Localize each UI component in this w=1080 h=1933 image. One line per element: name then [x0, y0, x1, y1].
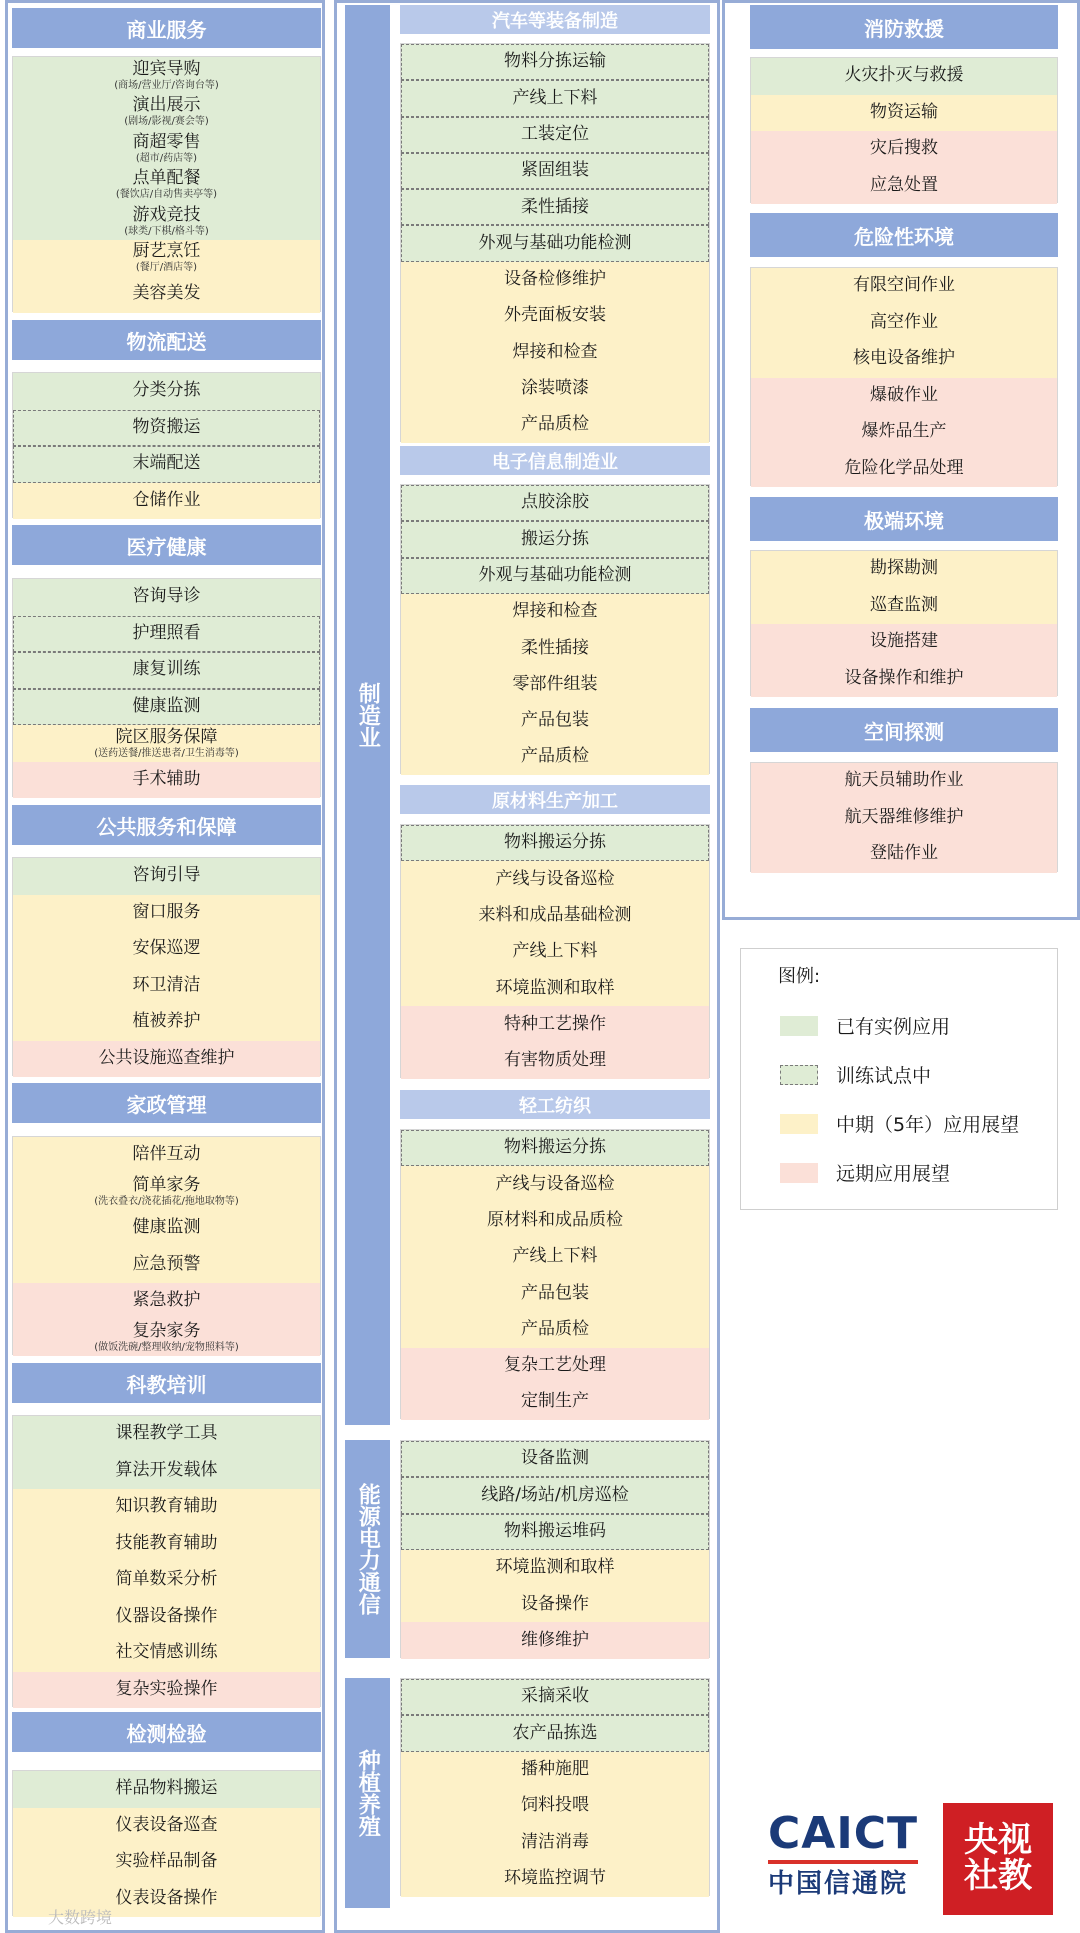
item-group	[400, 43, 710, 442]
item-label: 危险化学品处理	[844, 457, 964, 478]
application-item	[13, 1599, 320, 1636]
item-label: 有害物质处理	[504, 1050, 606, 1071]
application-item	[401, 1514, 709, 1550]
industry-label: 能源电力通信	[345, 1440, 390, 1658]
item-group	[400, 824, 710, 1078]
item-label: 应急处置	[870, 174, 938, 195]
application-item	[401, 1275, 709, 1311]
application-item	[401, 666, 709, 702]
item-label: 物料分拣运输	[504, 51, 606, 72]
application-item	[751, 588, 1057, 625]
section-header: 科教培训	[12, 1363, 321, 1403]
application-item	[401, 934, 709, 970]
application-item	[401, 1788, 709, 1824]
item-label: 设施搭建	[870, 631, 938, 652]
application-item	[13, 931, 320, 968]
application-item	[13, 652, 320, 689]
item-label: 外观与基础功能检测	[478, 232, 632, 253]
cctv-logo-text: 央视	[964, 1820, 1032, 1861]
item-group	[750, 762, 1058, 872]
application-item	[13, 858, 320, 895]
application-item	[751, 551, 1057, 588]
application-item	[13, 410, 320, 447]
item-label: 厨艺烹饪	[132, 241, 201, 262]
item-label: 简单数采分析	[115, 1569, 218, 1590]
item-label: 灾后搜救	[870, 138, 938, 159]
subsection-header: 电子信息制造业	[400, 446, 710, 475]
item-label: 产品包装	[521, 1282, 589, 1303]
application-item	[751, 624, 1057, 661]
item-label: 仪表设备操作	[115, 1887, 218, 1908]
application-item	[13, 483, 320, 520]
item-note: (商场/营业厅/咨询台等)	[114, 79, 219, 91]
caict-logo-en: CAICT	[768, 1808, 919, 1859]
application-item	[13, 1453, 320, 1490]
item-label: 爆炸品生产	[861, 421, 947, 442]
legend-label: 远期应用展望	[836, 1163, 951, 1185]
item-label: 外观与基础功能检测	[478, 564, 632, 585]
section-header: 空间探测	[750, 708, 1058, 752]
application-item	[13, 579, 320, 616]
item-label: 公共设施巡查维护	[98, 1047, 235, 1068]
application-item	[401, 1384, 709, 1420]
item-group	[750, 550, 1058, 696]
item-label: 焊接和检查	[512, 341, 598, 362]
application-item	[401, 189, 709, 225]
legend-item	[780, 1110, 1019, 1137]
application-item	[401, 1824, 709, 1860]
section-header: 家政管理	[12, 1083, 321, 1123]
item-label: 复杂实验操作	[115, 1678, 218, 1699]
application-item	[401, 1679, 709, 1715]
section-header: 检测检验	[12, 1712, 321, 1752]
item-group	[750, 267, 1058, 486]
item-label: 特种工艺操作	[504, 1013, 606, 1034]
application-item	[401, 1586, 709, 1622]
cctv-logo	[943, 1803, 1053, 1915]
item-label: 巡查监测	[870, 594, 938, 615]
item-label: 柔性插接	[521, 637, 589, 658]
item-label: 物资搬运	[132, 416, 201, 437]
item-label: 采摘采收	[521, 1686, 589, 1707]
application-item	[401, 970, 709, 1006]
application-item	[401, 1166, 709, 1202]
application-item	[401, 1752, 709, 1788]
item-label: 物料搬运堆码	[504, 1520, 606, 1541]
item-label: 末端配送	[132, 453, 201, 474]
item-note: (餐厅/酒店等)	[135, 262, 198, 274]
item-label: 分类分拣	[132, 380, 201, 401]
application-item	[13, 1635, 320, 1672]
item-label: 实验样品制备	[115, 1851, 218, 1872]
item-label: 样品物料搬运	[115, 1778, 218, 1799]
application-item	[401, 1203, 709, 1239]
item-label: 护理照看	[132, 622, 201, 643]
item-label: 设备操作	[521, 1593, 589, 1614]
section-header: 医疗健康	[12, 525, 321, 565]
item-label: 产线上下料	[512, 1246, 598, 1267]
item-label: 康复训练	[132, 659, 201, 680]
application-item	[751, 341, 1057, 378]
item-label: 算法开发载体	[115, 1459, 218, 1480]
section-header: 极端环境	[750, 497, 1058, 541]
section-header: 物流配送	[12, 320, 321, 360]
item-label: 陪伴互动	[132, 1144, 201, 1165]
item-label: 技能教育辅助	[115, 1532, 218, 1553]
application-item	[401, 1477, 709, 1513]
application-item	[751, 451, 1057, 488]
application-item	[401, 371, 709, 407]
application-item	[401, 1441, 709, 1477]
item-label: 复杂工艺处理	[504, 1355, 606, 1376]
item-group	[400, 1129, 710, 1419]
item-label: 演出展示	[132, 95, 201, 116]
item-label: 产线与设备巡检	[495, 1173, 615, 1194]
application-item	[401, 558, 709, 594]
item-label: 维修维护	[521, 1629, 589, 1650]
item-label: 核电设备维护	[853, 348, 955, 369]
item-label: 航天员辅助作业	[844, 770, 964, 791]
item-label: 爆破作业	[870, 384, 938, 405]
legend-label: 已有实例应用	[836, 1016, 951, 1038]
application-item	[13, 94, 320, 131]
item-label: 物料搬运分拣	[504, 832, 606, 853]
application-item	[13, 1004, 320, 1041]
application-item	[13, 1320, 320, 1357]
item-label: 产品质检	[521, 746, 589, 767]
caict-logo-bar	[768, 1860, 918, 1864]
item-label: 工装定位	[521, 123, 589, 144]
item-group	[12, 372, 321, 518]
item-label: 产线上下料	[512, 941, 598, 962]
item-label: 环境监测和取样	[495, 1557, 615, 1578]
item-label: 环境监测和取样	[495, 977, 615, 998]
item-label: 火灾扑灭与救援	[844, 65, 964, 86]
application-item	[401, 1239, 709, 1275]
item-label: 院区服务保障	[115, 726, 218, 747]
item-label: 美容美发	[132, 283, 201, 304]
section-header: 消防救援	[750, 5, 1058, 49]
application-item	[13, 203, 320, 240]
application-item	[13, 1808, 320, 1845]
item-group	[12, 1136, 321, 1355]
application-item	[13, 1562, 320, 1599]
application-item	[13, 167, 320, 204]
application-item	[13, 762, 320, 799]
application-item	[13, 1210, 320, 1247]
item-label: 来料和成品基础检测	[478, 904, 632, 925]
industry-label: 种植养殖	[345, 1678, 390, 1908]
item-label: 课程教学工具	[115, 1423, 218, 1444]
item-label: 游戏竞技	[132, 204, 201, 225]
application-item	[401, 630, 709, 666]
application-item	[13, 725, 320, 762]
application-item	[401, 898, 709, 934]
application-item	[401, 521, 709, 557]
section-header: 商业服务	[12, 8, 321, 48]
application-item	[401, 1130, 709, 1166]
item-label: 健康监测	[132, 695, 201, 716]
legend-label: 训练试点中	[836, 1065, 932, 1087]
application-item	[401, 739, 709, 775]
application-item	[751, 414, 1057, 451]
item-label: 柔性插接	[521, 196, 589, 217]
item-label: 搬运分拣	[521, 528, 589, 549]
item-label: 定制生产	[521, 1391, 589, 1412]
application-item	[401, 225, 709, 261]
application-item	[13, 1844, 320, 1881]
item-label: 复杂家务	[132, 1321, 201, 1342]
application-item	[401, 262, 709, 298]
application-item	[401, 298, 709, 334]
application-item	[401, 485, 709, 521]
application-item	[751, 58, 1057, 95]
subsection-header: 轻工纺织	[400, 1090, 710, 1119]
section-header: 危险性环境	[750, 213, 1058, 257]
item-label: 环境监控调节	[504, 1867, 606, 1888]
item-group	[400, 484, 710, 774]
application-item	[751, 268, 1057, 305]
item-label: 点单配餐	[132, 168, 201, 189]
item-note: (超市/药店等)	[135, 152, 198, 164]
item-label: 环卫清洁	[132, 974, 201, 995]
application-item	[13, 1174, 320, 1211]
item-group	[12, 1770, 321, 1916]
application-item	[401, 1715, 709, 1751]
application-item	[401, 1348, 709, 1384]
item-note: (餐饮店/自动售卖亭等)	[115, 189, 218, 201]
item-group	[400, 1678, 710, 1896]
application-item	[401, 703, 709, 739]
item-label: 航天器维修维护	[844, 806, 964, 827]
item-label: 线路/场站/机房巡检	[481, 1484, 629, 1505]
application-item	[401, 1860, 709, 1896]
application-item	[401, 44, 709, 80]
item-label: 迎宾导购	[132, 58, 201, 79]
legend-item	[780, 1159, 950, 1186]
caict-logo	[768, 1810, 928, 1910]
item-group	[750, 57, 1058, 203]
legend-item	[780, 1061, 931, 1088]
item-note: (做饭洗碗/整理收纳/宠物照料等)	[94, 1342, 239, 1354]
application-item	[13, 57, 320, 94]
item-label: 清洁消毒	[521, 1831, 589, 1852]
application-item	[13, 1041, 320, 1078]
application-item	[401, 1311, 709, 1347]
application-item	[401, 153, 709, 189]
application-item	[13, 895, 320, 932]
legend-swatch	[780, 1016, 818, 1036]
application-item	[401, 1006, 709, 1042]
item-label: 紧固组装	[521, 160, 589, 181]
item-note: (送药送餐/推送患者/卫生消毒等)	[94, 747, 239, 759]
application-item	[13, 1489, 320, 1526]
item-note: (洗衣叠衣/浇花插花/拖地取物等)	[94, 1196, 239, 1208]
application-item	[401, 117, 709, 153]
item-label: 产品质检	[521, 1318, 589, 1339]
item-label: 高空作业	[870, 311, 938, 332]
item-label: 手术辅助	[132, 768, 201, 789]
item-label: 咨询导诊	[132, 586, 201, 607]
item-label: 社交情感训练	[115, 1642, 218, 1663]
application-item	[401, 407, 709, 443]
item-label: 植被养护	[132, 1011, 201, 1032]
application-item	[13, 276, 320, 313]
item-label: 设备操作和维护	[844, 667, 964, 688]
caict-logo-cn: 中国信通院	[768, 1869, 909, 1899]
application-item	[401, 80, 709, 116]
section-header: 公共服务和保障	[12, 805, 321, 845]
item-group	[12, 56, 321, 312]
item-label: 产线与设备巡检	[495, 868, 615, 889]
item-label: 播种施肥	[521, 1758, 589, 1779]
item-label: 窗口服务	[132, 901, 201, 922]
application-item	[751, 378, 1057, 415]
application-item	[751, 661, 1057, 698]
item-note: (剧场/影视/赛会等)	[124, 116, 209, 128]
application-item	[751, 131, 1057, 168]
application-item	[751, 800, 1057, 837]
application-item	[751, 168, 1057, 205]
application-item	[401, 334, 709, 370]
item-label: 紧急救护	[132, 1290, 201, 1311]
item-label: 物资运输	[870, 101, 938, 122]
item-label: 知识教育辅助	[115, 1496, 218, 1517]
legend-swatch	[780, 1114, 818, 1134]
item-label: 应急预警	[132, 1253, 201, 1274]
subsection-header: 原材料生产加工	[400, 785, 710, 814]
item-label: 饲料投喂	[521, 1795, 589, 1816]
application-item	[751, 763, 1057, 800]
application-item	[401, 825, 709, 861]
item-label: 仓储作业	[132, 489, 201, 510]
item-label: 点胶涂胶	[521, 492, 589, 513]
application-item	[401, 1043, 709, 1079]
item-label: 仪器设备操作	[115, 1605, 218, 1626]
application-item	[13, 1672, 320, 1709]
item-label: 零部件组装	[512, 673, 598, 694]
application-item	[13, 968, 320, 1005]
application-item	[751, 95, 1057, 132]
application-item	[13, 1247, 320, 1284]
item-label: 勘探勘测	[870, 558, 938, 579]
legend-label: 中期（5年）应用展望	[836, 1114, 1020, 1136]
item-group	[12, 857, 321, 1076]
application-item	[401, 1550, 709, 1586]
application-item	[13, 1526, 320, 1563]
item-label: 原材料和成品质检	[487, 1209, 623, 1230]
item-label: 涂装喷漆	[521, 378, 589, 399]
item-label: 产品包装	[521, 710, 589, 731]
application-item	[751, 836, 1057, 873]
application-item	[13, 240, 320, 277]
legend-item	[780, 1012, 950, 1039]
cctv-logo-text: 社教	[964, 1856, 1032, 1896]
application-item	[13, 446, 320, 483]
application-item	[13, 616, 320, 653]
subsection-header: 汽车等装备制造	[400, 5, 710, 34]
item-group	[12, 1415, 321, 1707]
legend-swatch	[780, 1163, 818, 1183]
application-item	[13, 1283, 320, 1320]
item-label: 有限空间作业	[853, 275, 955, 296]
item-label: 仪表设备巡查	[115, 1814, 218, 1835]
item-label: 焊接和检查	[512, 601, 598, 622]
item-label: 健康监测	[132, 1217, 201, 1238]
application-item	[401, 1622, 709, 1658]
item-label: 设备检修维护	[504, 269, 606, 290]
item-group	[12, 578, 321, 797]
item-label: 产线上下料	[512, 87, 598, 108]
application-item	[751, 305, 1057, 342]
legend-swatch	[780, 1065, 818, 1085]
legend-title: 图例:	[778, 966, 821, 987]
application-item	[401, 861, 709, 897]
application-item	[13, 373, 320, 410]
item-label: 登陆作业	[870, 843, 938, 864]
item-label: 农产品拣选	[512, 1722, 598, 1743]
item-label: 设备监测	[521, 1448, 589, 1469]
application-item	[13, 1137, 320, 1174]
application-item	[13, 689, 320, 726]
application-item	[13, 1771, 320, 1808]
item-label: 咨询引导	[132, 865, 201, 886]
application-item	[13, 1416, 320, 1453]
application-item	[13, 130, 320, 167]
application-item	[401, 594, 709, 630]
industry-label: 制造业	[345, 5, 390, 1425]
item-label: 安保巡逻	[132, 938, 201, 959]
item-label: 产品质检	[521, 414, 589, 435]
item-label: 外壳面板安装	[504, 305, 606, 326]
item-group	[400, 1440, 710, 1658]
item-note: (球类/下棋/格斗等)	[124, 225, 209, 237]
item-label: 物料搬运分拣	[504, 1137, 606, 1158]
item-label: 商超零售	[132, 131, 201, 152]
item-label: 简单家务	[132, 1175, 201, 1196]
watermark-text: 大数跨境	[48, 1908, 113, 1927]
